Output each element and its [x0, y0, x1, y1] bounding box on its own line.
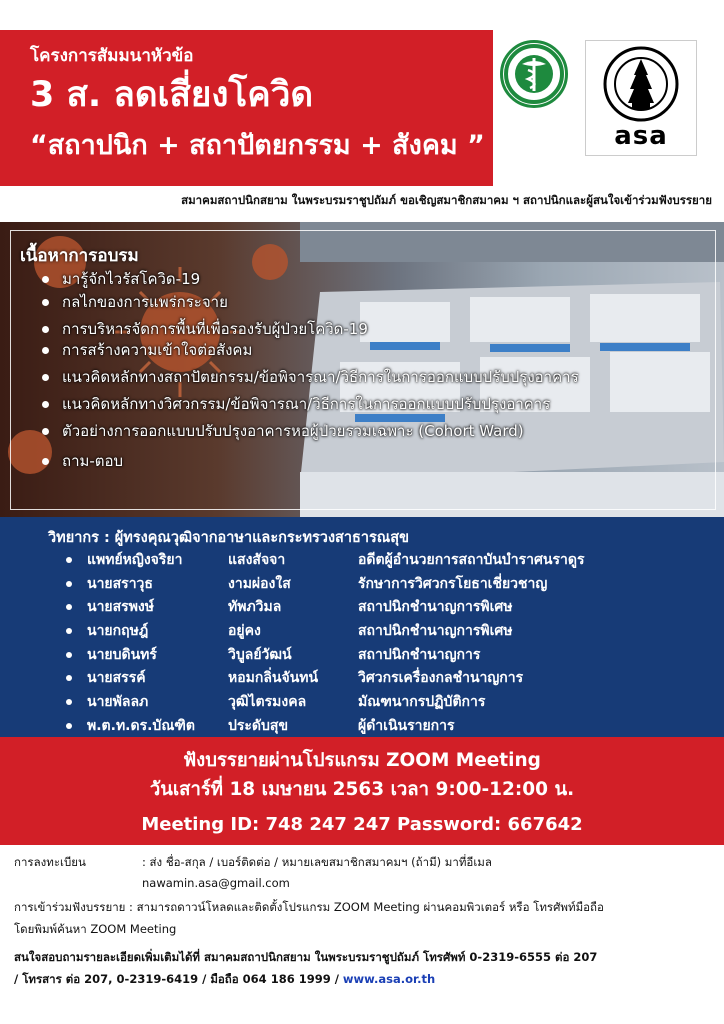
speaker-last-name: แสงสัจจา	[228, 552, 286, 568]
registration-email[interactable]: nawamin.asa@gmail.com	[142, 876, 290, 890]
speaker-first-name: แพทย์หญิงจริยา	[87, 552, 183, 568]
speaker-last-name: วุฒิไตรมงคล	[228, 694, 307, 711]
header-subtitle: โครงการสัมมนาหัวข้อ	[30, 46, 194, 66]
speaker-first-name: นายกฤษฎ์	[87, 623, 149, 640]
speaker-role: ผู้ดำเนินรายการ	[358, 717, 455, 734]
speaker-last-name: ทัพภวิมล	[228, 599, 282, 616]
bullet-icon	[66, 675, 72, 681]
speaker-last-name: งามผ่องใส	[228, 575, 291, 592]
topic-item: ตัวอย่างการออกแบบปรับปรุงอาคารหอผู้ป่วยรวมเฉพาะ (Cohort Ward)	[40, 421, 579, 441]
speaker-role: อดีตผู้อำนวยการสถาบันบำราศนราดูร	[358, 552, 585, 568]
content-heading: เนื้อหาการอบรม	[20, 246, 139, 266]
header-title: 3 ส. ลดเสี่ยงโควิด	[30, 75, 314, 115]
topic-item: กลไกของการแพร่กระจาย	[40, 292, 579, 312]
contact-info	[14, 946, 714, 990]
contact-line: สนใจสอบถามรายละเอียดเพิ่มเติมได้ที่ สมาคมสถาปนิกสยาม ในพระบรมราชูปถัมภ์ โทรศัพท์ 0-2319-6555 ต่อ 207	[14, 950, 598, 964]
caduceus-icon	[504, 44, 564, 104]
speaker-first-name: นายสรพงษ์	[87, 599, 154, 616]
topic-item: แนวคิดหลักทางวิศวกรรม/ข้อพิจารณา/วิธีการในการออกแบบปรับปรุงอาคาร	[40, 394, 579, 414]
speaker-role: สถาปนิกชำนาญการพิเศษ	[358, 599, 513, 616]
zoom-program-line: ฟังบรรยายผ่านโปรแกรม ZOOM Meeting	[183, 750, 541, 771]
bullet-icon	[66, 628, 72, 634]
bullet-icon	[66, 604, 72, 610]
speaker-first-name: นายสรรค์	[87, 670, 146, 687]
speaker-last-name: อยู่คง	[228, 623, 261, 640]
ministry-of-public-health-logo	[500, 40, 568, 108]
speaker-first-name: นายบดินทร์	[87, 646, 157, 663]
speaker-first-name: นายสราวุธ	[87, 575, 153, 592]
meeting-credentials: Meeting ID: 748 247 247 Password: 667642	[141, 814, 583, 835]
join-line: การเข้าร่วมฟังบรรยาย : สามารถดาวน์โหลดและติดตั้งโปรแกรม ZOOM Meeting ผ่านคอมพิวเตอร์ หรือ โทรศัพท์มือถือ	[14, 900, 604, 914]
bullet-icon	[66, 581, 72, 587]
zoom-banner	[0, 737, 724, 845]
contact-phones: / โทรสาร ต่อ 207, 0-2319-6419 / มือถือ 064 186 1999 /	[14, 972, 343, 986]
website-link[interactable]: www.asa.or.th	[342, 972, 436, 986]
header-banner	[0, 30, 493, 186]
event-date-line: วันเสาร์ที่ 18 เมษายน 2563 เวลา 9:00-12:00 น.	[149, 779, 575, 800]
topic-item: แนวคิดหลักทางสถาปัตยกรรม/ข้อพิจารณา/วิธีการในการออกแบบปรับปรุงอาคาร	[40, 367, 579, 387]
asa-logo-text: asa	[614, 121, 668, 151]
asa-seal-icon	[602, 45, 680, 123]
email-row	[14, 873, 714, 894]
registration-row	[14, 852, 714, 873]
speaker-first-name: นายพัลลภ	[87, 694, 149, 711]
topic-list	[40, 269, 579, 471]
join-line: โดยพิมพ์ค้นหา ZOOM Meeting	[14, 922, 177, 936]
speakers-heading: วิทยากร : ผู้ทรงคุณวุฒิจากอาษาและกระทรวงสาธารณสุข	[48, 530, 410, 546]
speaker-role: วิศวกรเครื่องกลชำนาญการ	[358, 670, 524, 687]
contact-line-2	[14, 968, 714, 990]
bullet-icon	[66, 557, 72, 563]
bullet-icon	[66, 652, 72, 658]
speaker-last-name: วิบูลย์วัฒน์	[228, 646, 292, 663]
speaker-role: รักษาการวิศวกรโยธาเชี่ยวชาญ	[358, 575, 548, 592]
header-tagline: “สถาปนิก + สถาปัตยกรรม + สังคม ”	[30, 130, 485, 161]
speaker-role: สถาปนิกชำนาญการพิเศษ	[358, 623, 513, 640]
footer	[14, 852, 714, 990]
speaker-last-name: หอมกลิ่นจันทน์	[228, 670, 319, 687]
topic-item: การบริหารจัดการพื้นที่เพื่อรองรับผู้ป่วยโควิด-19	[40, 319, 579, 339]
topic-item: ถาม-ตอบ	[40, 451, 579, 471]
invite-line: สมาคมสถาปนิกสยาม ในพระบรมราชูปถัมภ์ ขอเชิญสมาชิกสมาคม ฯ สถาปนิกและผู้สนใจเข้าร่วมฟังบรรยาย	[181, 193, 712, 207]
topic-item: การสร้างความเข้าใจต่อสังคม	[40, 340, 579, 360]
join-instructions	[14, 896, 714, 940]
bullet-icon	[66, 699, 72, 705]
speaker-role: สถาปนิกชำนาญการ	[358, 646, 481, 663]
bullet-icon	[66, 723, 72, 729]
topic-item: มารู้จักไวรัสโควิด-19	[40, 269, 579, 289]
registration-label: การลงทะเบียน	[14, 855, 86, 869]
speaker-role: มัณฑนากรปฏิบัติการ	[358, 694, 486, 711]
speakers-panel	[0, 517, 724, 737]
speaker-last-name: ประดับสุข	[228, 717, 289, 734]
asa-logo	[585, 40, 697, 156]
registration-instructions: : ส่ง ชื่อ-สกุล / เบอร์ติดต่อ / หมายเลขสมาชิกสมาคมฯ (ถ้ามี) มาที่อีเมล	[142, 855, 492, 869]
speaker-first-name: พ.ต.ท.ดร.บัณฑิต	[87, 717, 196, 734]
